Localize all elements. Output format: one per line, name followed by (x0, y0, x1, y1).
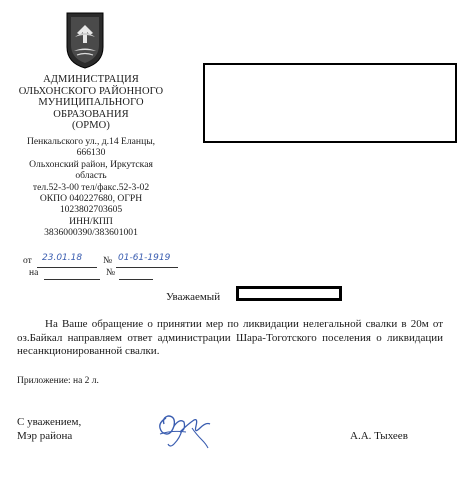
handwritten-signature (152, 404, 214, 450)
address-line: тел.52-3-00 тел/факс.52-3-02 (32, 181, 150, 193)
closing-title: Мэр района (17, 430, 73, 442)
org-line: МУНИЦИПАЛЬНОГО (38, 97, 144, 108)
na-date-underline (44, 279, 100, 280)
address-line: ИНН/КПП (69, 215, 113, 227)
address-line: 1023802703605 (59, 204, 123, 216)
org-line: АДМИНИСТРАЦИЯ (43, 74, 139, 85)
address-line: область (75, 170, 107, 182)
signer-name: А.А. Тыхеев (350, 430, 408, 442)
organization-details (12, 136, 170, 239)
address-line: 666130 (76, 147, 106, 159)
address-line: Пенкальского ул., д.14 Еланцы, (26, 136, 156, 147)
na-label: на (29, 268, 39, 278)
coat-of-arms-icon (65, 11, 105, 69)
date-underline (37, 267, 97, 268)
attachment-note: Приложение: на 2 л. (17, 376, 99, 386)
number-underline (116, 267, 178, 268)
redacted-recipient-box (203, 63, 457, 143)
closing (17, 415, 81, 443)
number-label: № (103, 256, 113, 266)
na-number-underline (119, 279, 153, 280)
address-line: ОКПО 040227680, ОГРН (39, 193, 143, 205)
greeting: Уважаемый (166, 291, 221, 303)
letter-body (17, 318, 443, 359)
organization-name (12, 74, 170, 132)
address-line: 3836000390/383601001 (44, 227, 138, 239)
registration-number: 01-61-1919 (118, 253, 171, 263)
registration-date: 23.01.18 (42, 253, 83, 263)
ot-label: от (23, 256, 32, 266)
redacted-name-bar (236, 286, 342, 301)
body-paragraph: На Ваше обращение о принятии мер по ликвидации нелегальной свалки в 20м от оз.Байкал направляем ответ администрации Шара-Тоготского поселения о ликвидации несанкционированной свалки. (17, 318, 443, 358)
closing-line: С уважением, (17, 416, 82, 428)
na-number-label: № (106, 268, 116, 278)
org-line: ОБРАЗОВАНИЯ (53, 108, 129, 120)
address-line: Ольхонский район, Иркутская (29, 158, 153, 170)
org-line: (ОРМО) (72, 120, 110, 131)
org-line: ОЛЬХОНСКОГО РАЙОННОГО (18, 85, 164, 97)
